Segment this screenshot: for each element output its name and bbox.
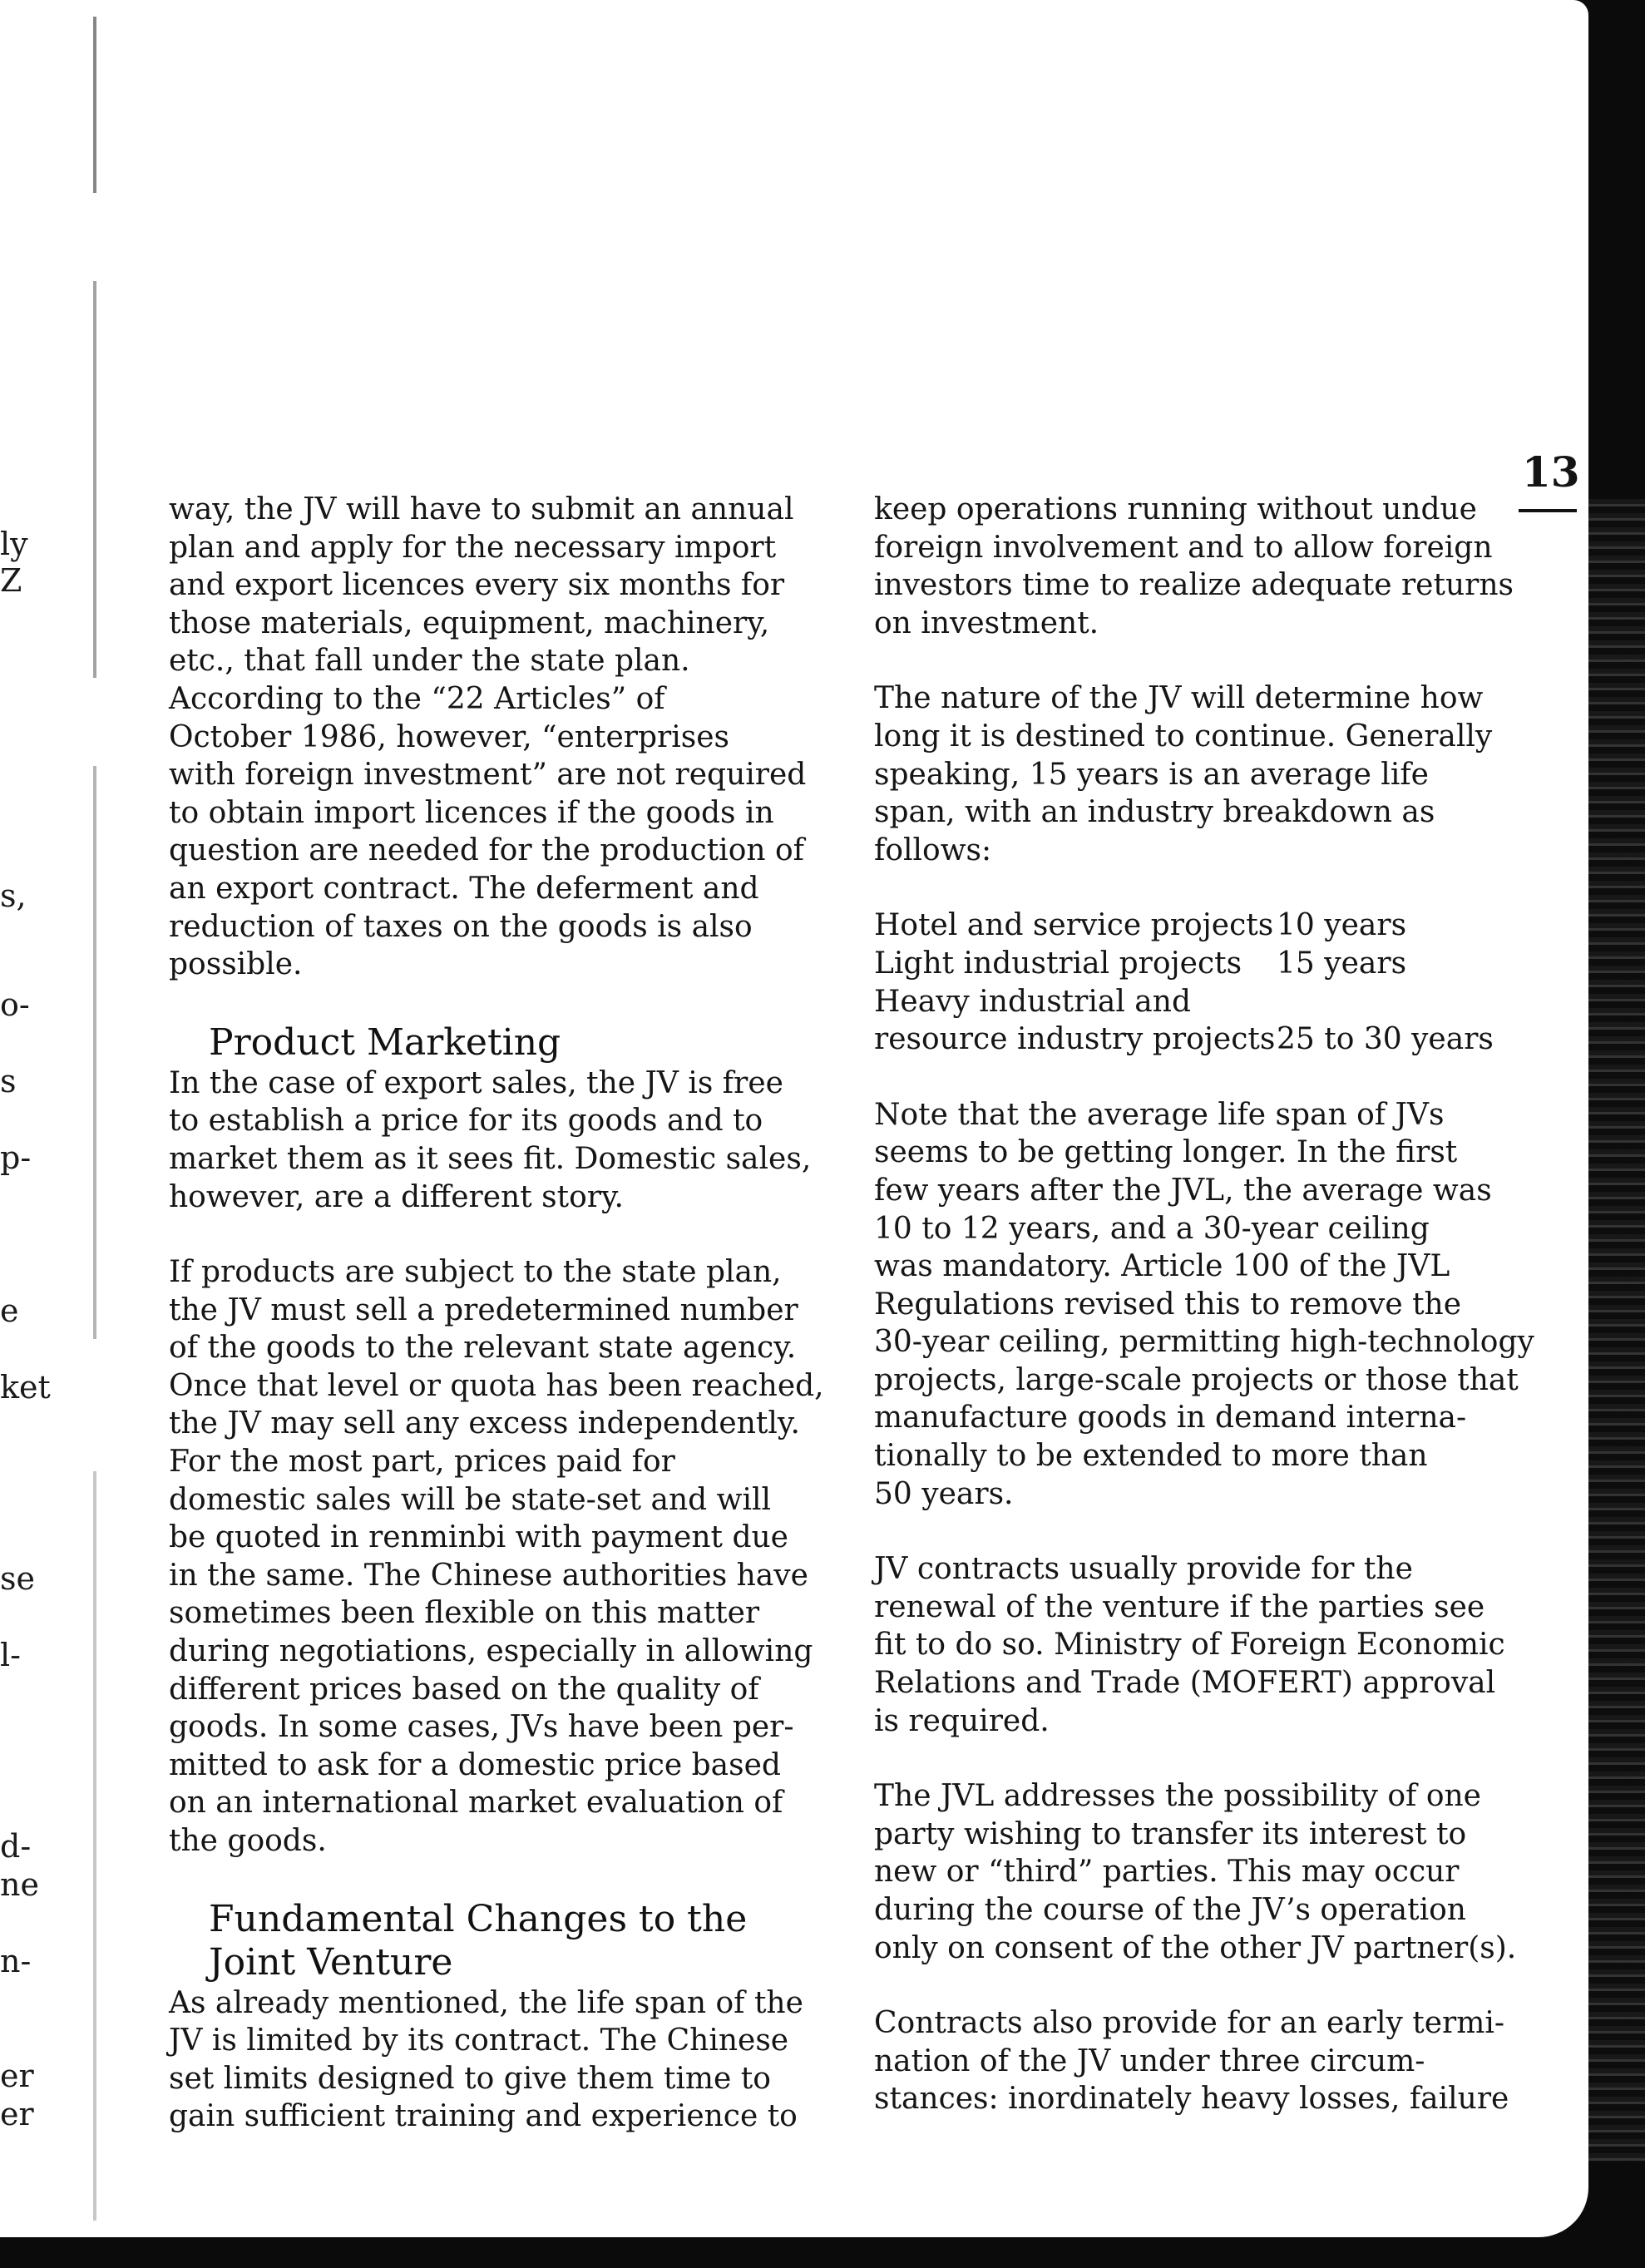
text-line: Regulations revised this to remove the	[874, 1287, 1462, 1322]
text-line: mitted to ask for a domestic price based	[169, 1747, 781, 1782]
text-line: on an international market evaluation of	[169, 1786, 783, 1821]
life-span-value: 15 years	[1277, 946, 1407, 981]
margin-fragment: s	[0, 1063, 17, 1099]
text-line: 10 to 12 years, and a 30-year ceiling	[874, 1211, 1430, 1246]
text-line: possible.	[169, 947, 303, 982]
life-span-value	[1277, 983, 1506, 1021]
text-line: investors time to realize adequate returns	[874, 568, 1514, 603]
text-line: the goods.	[169, 1824, 327, 1858]
heading-line: Joint Venture	[209, 1940, 453, 1984]
text-line: to establish a price for its goods and to	[169, 1104, 763, 1139]
paragraph	[169, 491, 807, 984]
text-line: the JV may sell any excess independently.	[169, 1406, 800, 1441]
text-line: to obtain import licences if the goods in	[169, 795, 774, 830]
text-line: For the most part, prices paid for	[169, 1445, 675, 1480]
text-line: during the course of the JV’s operation	[874, 1893, 1466, 1927]
text-line: October 1986, however, “enterprises	[169, 719, 729, 754]
previous-page-margin	[0, 0, 51, 2237]
text-line: 30-year ceiling, permitting high-technology	[874, 1325, 1534, 1360]
text-line: fit to do so. Ministry of Foreign Economic	[874, 1628, 1505, 1663]
text-line: question are needed for the production of	[169, 833, 804, 868]
paragraph	[169, 1984, 801, 2136]
paragraph	[874, 1550, 1506, 1740]
text-line: of the goods to the relevant state agency.	[169, 1331, 797, 1366]
paragraph	[169, 1253, 824, 1860]
life-span-value: 10 years	[1277, 908, 1407, 943]
project-type: resource industry projects	[874, 1022, 1276, 1057]
project-type: Light industrial projects	[874, 946, 1242, 981]
text-line: gain sufficient training and experience to	[169, 2099, 798, 2134]
text-line: manufacture goods in demand interna-	[874, 1401, 1467, 1435]
text-line: market them as it sees fit. Domestic sales,	[169, 1141, 812, 1176]
text-line: tionally to be extended to more than	[874, 1439, 1428, 1474]
text-line: party wishing to transfer its interest to	[874, 1816, 1467, 1851]
margin-fragment: ket	[0, 1369, 51, 1406]
text-line: in the same. The Chinese authorities have	[169, 1558, 808, 1593]
text-line: keep operations running without undue	[874, 492, 1477, 526]
text-line: follows:	[874, 833, 992, 867]
paragraph	[874, 491, 1514, 642]
project-type: Heavy industrial and	[874, 984, 1191, 1019]
text-line: JV is limited by its contract. The Chinese	[169, 2023, 789, 2058]
margin-fragment: d-	[0, 1828, 32, 1865]
text-line: and export licences every six months for	[169, 568, 785, 603]
margin-fragment: ly	[0, 526, 28, 562]
life-span-table	[874, 907, 1506, 1058]
text-line: seems to be getting longer. In the first	[874, 1135, 1458, 1170]
text-line: span, with an industry breakdown as	[874, 795, 1435, 830]
text-line: new or “third” parties. This may occur	[874, 1855, 1460, 1890]
right-column	[874, 491, 1534, 2156]
margin-fragment: Z	[0, 562, 22, 599]
text-line: sometimes been flexible on this matter	[169, 1596, 760, 1631]
text-line: the JV must sell a predetermined number	[169, 1292, 798, 1327]
text-line: is required.	[874, 1703, 1050, 1738]
text-line: The nature of the JV will determine how	[874, 681, 1484, 716]
text-line: was mandatory. Article 100 of the JVL	[874, 1249, 1450, 1284]
margin-fragment: er	[0, 2096, 34, 2132]
scan-edge-shadow	[1588, 499, 1645, 2162]
life-span-row	[874, 1020, 1506, 1059]
text-line: an export contract. The deferment and	[169, 871, 759, 906]
paragraph	[169, 1065, 812, 1216]
margin-fragment: er	[0, 2058, 34, 2094]
text-line: those materials, equipment, machinery,	[169, 605, 770, 640]
text-line: set limits designed to give them time to	[169, 2061, 771, 2096]
section-heading	[169, 1898, 801, 1984]
text-line: renewal of the venture if the parties see	[874, 1589, 1485, 1624]
text-line: 50 years.	[874, 1476, 1014, 1511]
page-number-rule	[1519, 509, 1577, 512]
text-line: The JVL addresses the possibility of one	[874, 1779, 1481, 1814]
text-line: Once that level or quota has been reached,	[169, 1368, 824, 1403]
margin-fragment: n-	[0, 1943, 32, 1979]
margin-fragment: l-	[0, 1637, 21, 1673]
text-line: projects, large-scale projects or those that	[874, 1362, 1519, 1397]
text-line: etc., that fall under the state plan.	[169, 644, 690, 679]
text-line: only on consent of the other JV partner(s).	[874, 1930, 1517, 1965]
text-line: be quoted in renminbi with payment due	[169, 1520, 788, 1555]
text-line: different prices based on the quality of	[169, 1672, 759, 1707]
text-line: plan and apply for the necessary import	[169, 530, 777, 565]
text-line: reduction of taxes on the goods is also	[169, 909, 753, 944]
binding-edge	[93, 17, 96, 2221]
life-span-row	[874, 945, 1506, 983]
paragraph	[874, 679, 1506, 869]
paragraph	[874, 2004, 1509, 2118]
page-number: 13	[1522, 447, 1580, 497]
margin-fragment: s,	[0, 877, 27, 914]
section-heading: Product Marketing	[209, 1020, 561, 1064]
text-line: speaking, 15 years is an average life	[874, 757, 1429, 792]
text-line: long it is destined to continue. Generally	[874, 719, 1493, 754]
text-line: Contracts also provide for an early termi-	[874, 2006, 1505, 2041]
text-line: nation of the JV under three circum-	[874, 2043, 1425, 2078]
life-span-row	[874, 907, 1506, 945]
text-line: If products are subject to the state plan,	[169, 1255, 782, 1290]
text-line: during negotiations, especially in allowing	[169, 1634, 813, 1669]
margin-fragment: o-	[0, 986, 30, 1023]
text-line: JV contracts usually provide for the	[874, 1552, 1413, 1587]
text-line: however, are a different story.	[169, 1179, 624, 1214]
project-type: Hotel and service projects	[874, 908, 1274, 943]
text-line: domestic sales will be state-set and will	[169, 1482, 772, 1517]
margin-fragment: e	[0, 1292, 19, 1329]
text-line: stances: inordinately heavy losses, failure	[874, 2082, 1509, 2117]
life-span-value: 25 to 30 years	[1277, 1022, 1494, 1057]
text-line: way, the JV will have to submit an annual	[169, 492, 794, 526]
text-line: According to the “22 Articles” of	[169, 681, 665, 716]
paragraph	[874, 1777, 1517, 1967]
text-line: As already mentioned, the life span of the	[169, 1985, 803, 2020]
text-line: goods. In some cases, JVs have been per-	[169, 1710, 794, 1745]
text-line: few years after the JVL, the average was	[874, 1173, 1492, 1208]
margin-fragment: ne	[0, 1866, 39, 1903]
text-line: with foreign investment” are not required	[169, 758, 807, 793]
life-span-row	[874, 983, 1506, 1021]
text-line: Relations and Trade (MOFERT) approval	[874, 1666, 1496, 1701]
text-line: on investment.	[874, 605, 1099, 640]
text-line: Note that the average life span of JVs	[874, 1097, 1445, 1132]
margin-fragment: p-	[0, 1139, 32, 1176]
paragraph	[874, 1096, 1534, 1514]
text-line: In the case of export sales, the JV is free	[169, 1065, 783, 1100]
heading-line: Fundamental Changes to the	[209, 1897, 748, 1940]
left-column	[169, 491, 824, 2173]
margin-fragment: se	[0, 1560, 35, 1597]
text-line: foreign involvement and to allow foreign	[874, 530, 1493, 565]
